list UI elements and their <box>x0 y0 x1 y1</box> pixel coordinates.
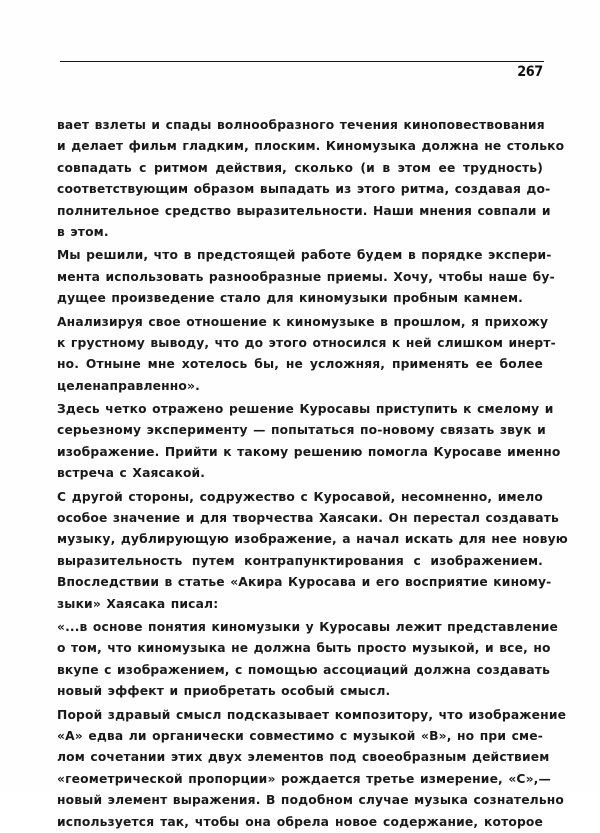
quote-paragraph <box>57 617 558 703</box>
text-line: мента использовать разнообразные приемы. Хочу, чтобы наше бу- <box>57 269 555 284</box>
text-line: полнительное средство выразительности. Наши мнения совпали и <box>57 203 551 218</box>
text-line: дущее произведение стало для киномузыки пробным камнем. <box>57 291 523 306</box>
text-line: новый элемент выражения. В подобном случае музыка сознательно <box>57 793 565 808</box>
text-line: вкупе с изображением, с помощью ассоциаций должна создавать <box>57 662 551 677</box>
text-line: Здесь четко отражено решение Куросавы приступить к смелому и <box>57 402 554 417</box>
page-number: 267 <box>517 64 543 80</box>
header-rule <box>60 61 544 62</box>
body-text <box>57 115 568 833</box>
text-line: лом сочетании этих двух элементов под своеобразным действием <box>57 750 550 765</box>
text-line: соответствующим образом выпадать из этого ритма, создавая до- <box>57 182 551 197</box>
text-line: музыку, дублирующую изображение, а начал искать для нее новую <box>57 532 568 547</box>
text-line: Порой здравый смысл подсказывает композитору, что изображение <box>57 707 567 722</box>
text-line: «геометрической пропорции» рождается третье измерение, «С»,— <box>57 771 551 786</box>
text-line: новый эффект и приобретать особый смысл. <box>57 684 391 699</box>
text-line: Впоследствии в статье «Акира Куросава и его восприятие киному- <box>57 575 552 590</box>
text-line: «...в основе понятия киномузыки у Куросавы лежит представление <box>57 619 558 634</box>
text-line: изображение. Прийти к такому решению помогла Куросаве именно <box>57 444 561 459</box>
text-line: Анализируя свое отношение к киномузыке в прошлом, я прихожу <box>57 314 549 329</box>
text-line: вает взлеты и спады волнообразного течения киноповествования <box>57 118 545 132</box>
text-line: серьезному эксперименту — попытаться по-новому связать звук и <box>57 423 546 438</box>
paragraph-2 <box>57 245 555 309</box>
text-line: зыки» Хаясака писал: <box>57 596 219 611</box>
text-line: Мы решили, что в предстоящей работе будем в порядке экспери- <box>57 248 552 263</box>
paragraph-3 <box>57 312 556 398</box>
text-line: С другой стороны, содружество с Куросавой, несомненно, имело <box>57 489 543 504</box>
text-line: но. Отныне мне хотелось бы, не усложняя, применять ее более <box>57 357 543 372</box>
text-line: о том, что киномузыка не должна быть просто музыкой, и все, но <box>57 641 551 656</box>
text-line: в этом. <box>57 224 109 239</box>
paragraph-4 <box>57 399 561 485</box>
text-line: выразительность путем контрапунктирования с изображением. <box>57 553 543 568</box>
text-line: и делает фильм гладким, плоским. Киномузыка должна не столько <box>57 139 565 154</box>
text-line: встреча с Хаясакой. <box>57 466 206 481</box>
paragraph-5 <box>57 487 568 615</box>
paragraph-1 <box>57 115 565 243</box>
text-line: целенаправленно». <box>57 378 200 393</box>
paragraph-7 <box>57 705 567 833</box>
text-line: «А» едва ли органически совместимо с музыкой «В», но при сме- <box>57 728 543 743</box>
text-line: к грустному выводу, что до этого относился к ней слишком инерт- <box>57 335 556 350</box>
text-line: совпадать с ритмом действия, сколько (и в этом ее трудность) <box>57 160 543 175</box>
text-line: используется так, чтобы она обрела новое содержание, которое <box>57 814 543 829</box>
text-line: особое значение и для творчества Хаясаки. Он перестал создавать <box>57 511 559 526</box>
